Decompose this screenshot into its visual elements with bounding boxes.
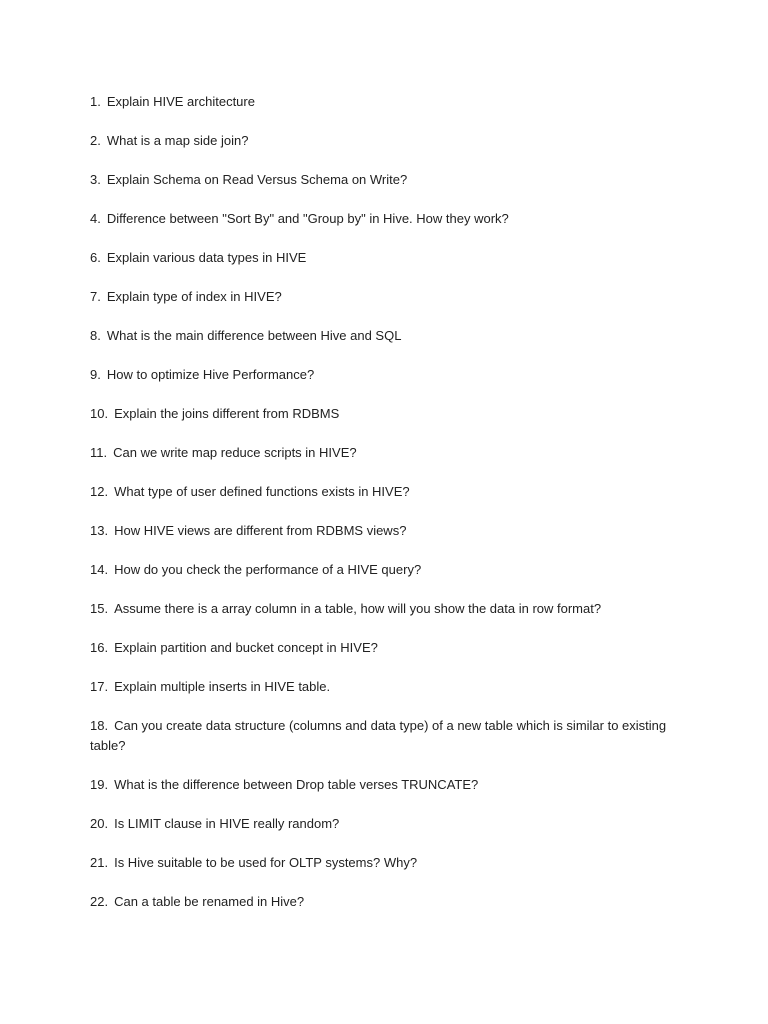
question-item [90, 599, 690, 619]
question-number: 9. [90, 367, 101, 382]
question-item [90, 404, 690, 424]
question-number: 10. [90, 406, 109, 421]
question-number: 20. [90, 815, 109, 831]
question-text: Can you create data structure (columns and data type) of a new table which is similar to existing table? [90, 718, 667, 753]
question-text: Is LIMIT clause in HIVE really random? [114, 815, 340, 831]
question-number: 16. [90, 640, 109, 655]
question-item [90, 326, 690, 346]
question-item [90, 892, 690, 912]
question-number: 12. [90, 484, 109, 499]
question-number: 15. [90, 601, 109, 616]
question-number: 7. [90, 289, 101, 304]
question-number: 21. [90, 854, 109, 870]
question-number: 17. [90, 679, 109, 694]
question-number: 19. [90, 776, 109, 792]
question-list [90, 92, 690, 931]
question-text: What type of user defined functions exists in HIVE? [114, 484, 410, 499]
question-item [90, 365, 690, 385]
question-item [90, 482, 690, 502]
question-text: What is a map side join? [106, 133, 249, 148]
question-text: Explain HIVE architecture [106, 94, 255, 109]
question-number: 22. [90, 893, 109, 909]
question-text: Is Hive suitable to be used for OLTP systems? Why? [114, 854, 418, 870]
question-number: 6. [90, 250, 101, 265]
question-text: Can we write map reduce scripts in HIVE? [113, 445, 357, 460]
question-item [90, 775, 690, 795]
question-text: How to optimize Hive Performance? [106, 367, 315, 382]
question-number: 11. [90, 445, 108, 460]
question-item [90, 521, 690, 541]
question-number: 1. [90, 94, 101, 109]
question-number: 8. [90, 328, 101, 343]
question-text: Explain type of index in HIVE? [106, 289, 282, 304]
question-item [90, 248, 690, 268]
question-text: How HIVE views are different from RDBMS views? [114, 523, 407, 538]
question-item [90, 716, 690, 755]
question-item [90, 170, 690, 190]
question-text: What is the main difference between Hive and SQL [106, 328, 402, 343]
question-text: How do you check the performance of a HIVE query? [114, 562, 422, 577]
question-number: 14. [90, 562, 109, 577]
question-number: 3. [90, 172, 101, 187]
question-text: Explain multiple inserts in HIVE table. [114, 679, 331, 694]
question-item [90, 443, 690, 463]
question-item [90, 853, 690, 873]
question-text: Explain Schema on Read Versus Schema on Write? [106, 172, 408, 187]
question-text: Assume there is a array column in a table, how will you show the data in row format? [114, 601, 602, 616]
question-item [90, 92, 690, 112]
question-item [90, 677, 690, 697]
question-item [90, 814, 690, 834]
question-text: Can a table be renamed in Hive? [114, 893, 305, 909]
question-number: 13. [90, 523, 109, 538]
question-text: Difference between "Sort By" and "Group by" in Hive. How they work? [106, 211, 509, 226]
question-text: What is the difference between Drop table verses TRUNCATE? [114, 776, 479, 792]
question-item [90, 287, 690, 307]
question-text: Explain various data types in HIVE [106, 250, 307, 265]
question-item [90, 131, 690, 151]
question-item [90, 209, 690, 229]
question-item [90, 638, 690, 658]
question-number: 18. [90, 718, 109, 733]
question-item [90, 560, 690, 580]
question-text: Explain the joins different from RDBMS [114, 406, 340, 421]
question-number: 4. [90, 211, 101, 226]
question-text: Explain partition and bucket concept in HIVE? [114, 640, 378, 655]
question-number: 2. [90, 133, 101, 148]
